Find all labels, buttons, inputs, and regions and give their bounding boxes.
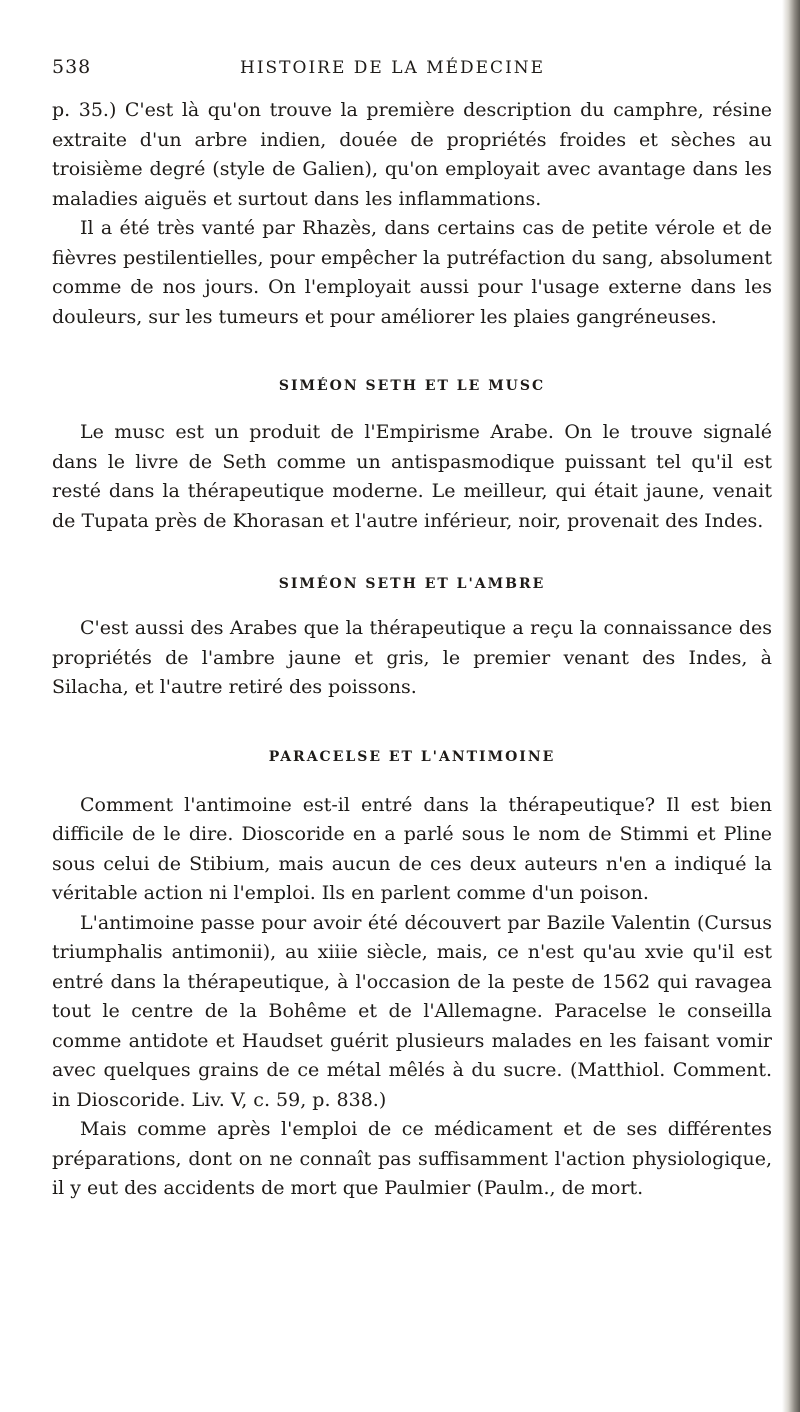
section-antimoine-paragraph-2: L'antimoine passe pour avoir été découvert par Bazile Valentin (Cursus triumphalis antimonii), au xiiie siècle, mais, ce n'est qu'au xvie qu'il est entré dans la thérapeutique, à l'occasion de la peste de 1562 qui ravagea tout le centre de la Bohême et de l'Allemagne. Paracelse le conseilla comme antidote et Haudset guérit plusieurs malades en les faisant vomir avec quelques grains de ce métal mêlés à du sucre. (Matthiol. Comment. in Dioscoride. Liv. V, c. 59, p. 838.) [52,911,772,1111]
running-head [52,56,772,96]
section-ambre-paragraph: C'est aussi des Arabes que la thérapeutique a reçu la connaissance des propriétés de l'ambre jaune et gris, le premier venant des Indes, à Silacha, et l'autre retiré des poissons. [52,617,772,698]
book-page [52,56,772,1204]
section-antimoine-paragraph-1: Comment l'antimoine est-il entré dans la thérapeutique? Il est bien difficile de le dire. Dioscoride en a parlé sous le nom de Stimmi et Pline sous celui de Stibium, mais aucun de ces deux auteurs n'en a indiqué la véritable action ni l'emploi. Ils en parlent comme d'un poison. [52,793,772,904]
section-musc-paragraph: Le musc est un produit de l'Empirisme Arabe. On le trouve signalé dans le livre de Seth comme un antispasmodique puissant tel qu'il est resté dans la thérapeutique moderne. Le meilleur, qui était jaune, venait de Tupata près de Khorasan et l'autre inférieur, noir, provenait des Indes. [52,421,772,532]
section-heading-musc: SIMÉON SETH ET LE MUSC [278,378,546,394]
page-edge-shadow [782,0,800,1412]
section-antimoine-paragraph-3: Mais comme après l'emploi de ce médicament et de ses différentes préparations, dont on ne connaît pas suffisamment l'action physiologique, il y eut des accidents de mort que Paulmier (Paulm., de mort. [52,1118,772,1199]
intro-paragraph-1: p. 35.) C'est là qu'on trouve la première description du camphre, résine extraite d'un arbre indien, douée de propriétés froides et sèches au troisième degré (style de Galien), qu'on employait avec avantage dans les maladies aiguës et surtout dans les inflammations. [52,99,772,210]
section-heading-ambre: SIMÉON SETH ET L'AMBRE [278,576,546,592]
page-number: 538 [52,56,92,78]
section-heading-antimoine: PARACELSE ET L'ANTIMOINE [268,748,556,765]
intro-paragraph-2: Il a été très vanté par Rhazès, dans certains cas de petite vérole et de fièvres pestilentielles, pour empêcher la putréfaction du sang, absolument comme de nos jours. On l'employait aussi pour l'usage externe dans les douleurs, sur les tumeurs et pour améliorer les plaies gangréneuses. [52,217,772,328]
running-title: HISTOIRE DE LA MÉDECINE [240,58,546,78]
